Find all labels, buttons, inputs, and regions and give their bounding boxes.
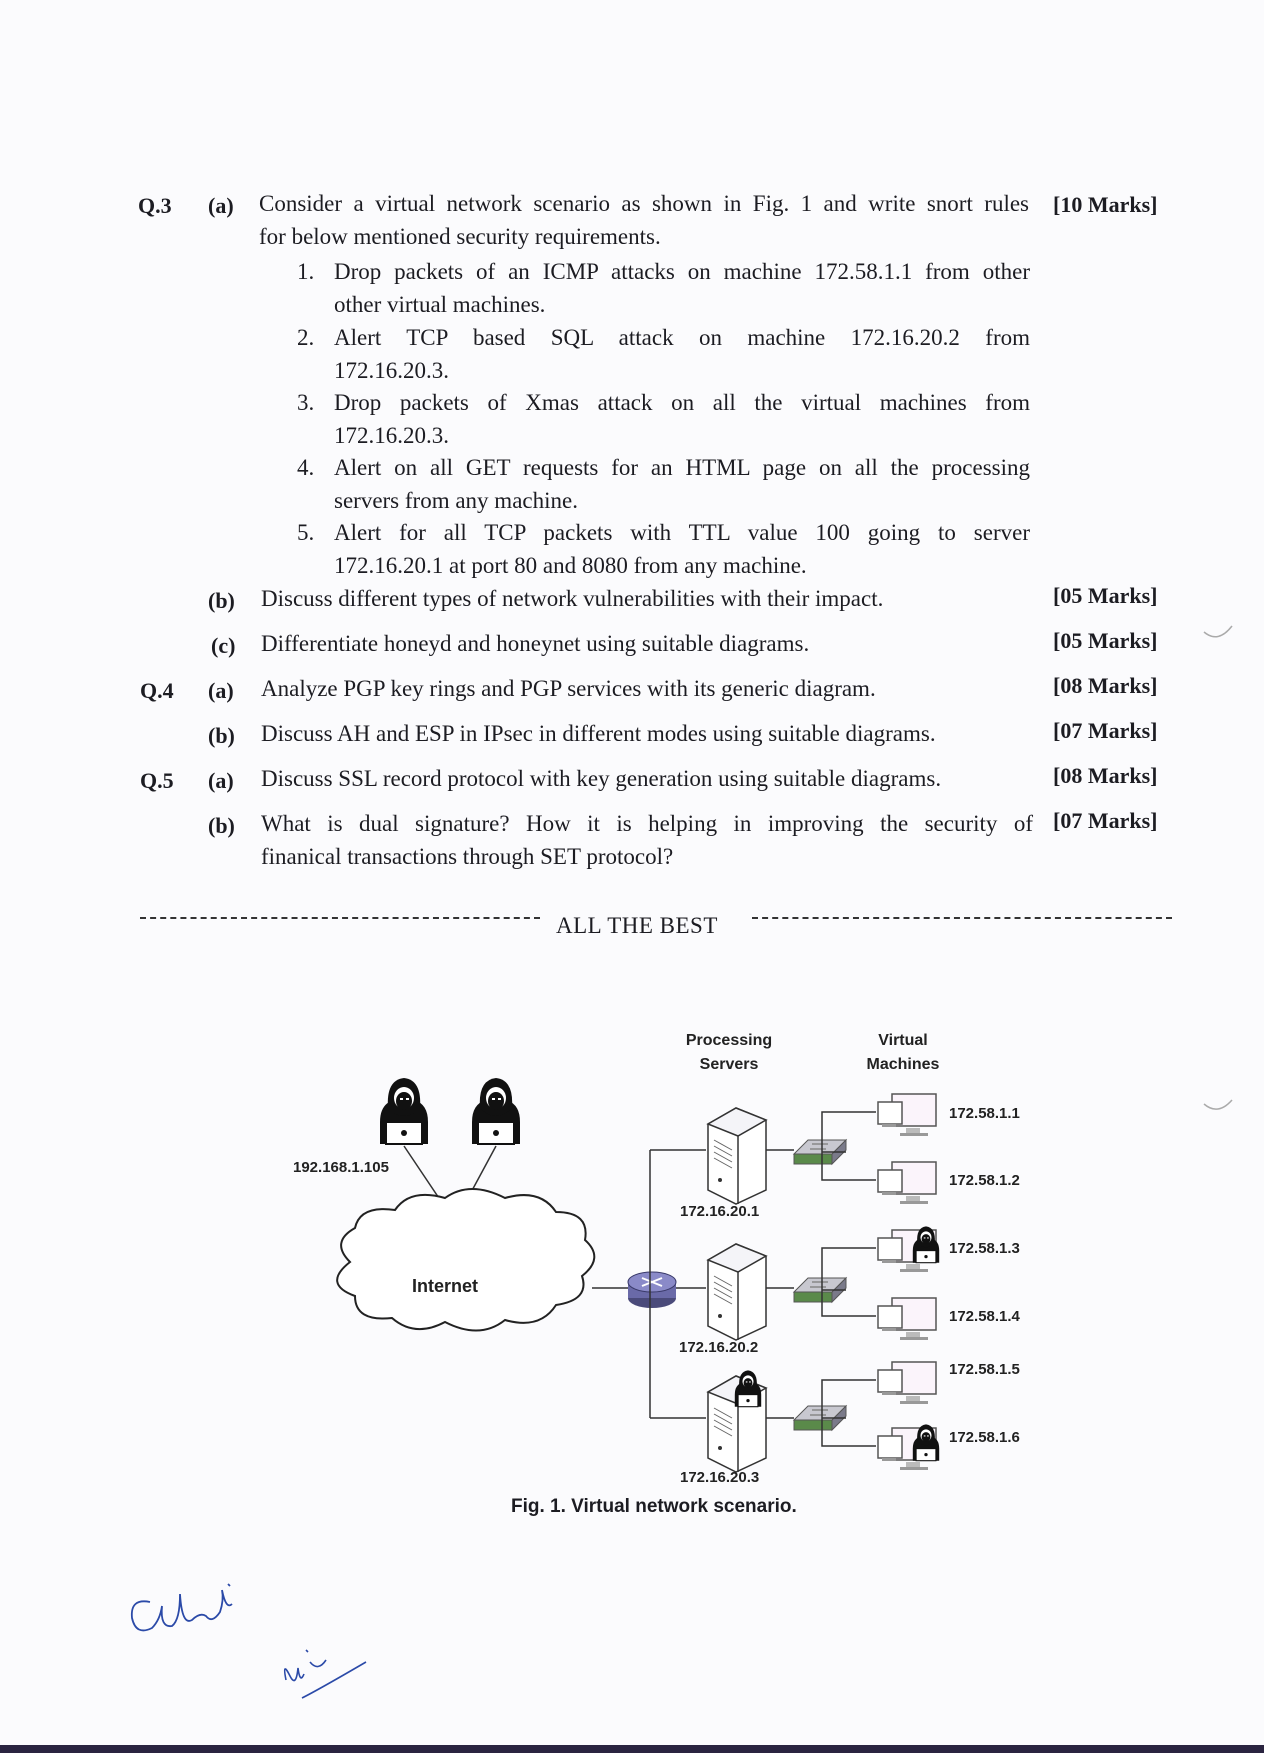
requirement-line2: 172.16.20.3. <box>334 423 449 448</box>
requirement-number: 5. <box>297 520 315 545</box>
q4b-text: Discuss AH and ESP in IPsec in different modes using suitable diagrams. <box>261 721 936 746</box>
q4b-label: (b) <box>208 723 235 748</box>
handwritten-signature-2 <box>285 1650 366 1698</box>
q5b-marks: [07 Marks] <box>1053 808 1158 833</box>
internet-cloud <box>337 1189 594 1331</box>
vm-label-4: 172.58.1.4 <box>949 1308 1020 1325</box>
requirement-line2: other virtual machines. <box>334 292 546 317</box>
server-label-2: 172.16.20.2 <box>679 1339 759 1356</box>
requirement-number: 4. <box>297 455 315 480</box>
vm-icon-2 <box>878 1162 936 1204</box>
processing-title-2: Servers <box>699 1056 759 1073</box>
requirement-number: 2. <box>297 325 315 350</box>
q3b-marks: [05 Marks] <box>1053 583 1158 608</box>
handwritten-signature-1 <box>132 1584 232 1630</box>
q3a-label: (a) <box>208 193 234 218</box>
vm-label-6: 172.58.1.6 <box>949 1429 1020 1446</box>
server-label-3: 172.16.20.3 <box>680 1469 760 1486</box>
q3c-label: (c) <box>211 633 236 658</box>
requirement-line1: Alert for all TCP packets with TTL value 100 going to server <box>334 520 1030 545</box>
q4a-marks: [08 Marks] <box>1053 673 1158 698</box>
server-icon-1 <box>708 1108 766 1204</box>
server-label-1: 172.16.20.1 <box>680 1203 760 1220</box>
q3a-line2: for below mentioned security requirements. <box>259 224 661 249</box>
q5b-label: (b) <box>208 813 235 838</box>
q4a-text: Analyze PGP key rings and PGP services with its generic diagram. <box>261 676 876 701</box>
vm-title-2: Machines <box>866 1056 940 1073</box>
server-icon-2 <box>708 1244 766 1340</box>
vm-icon-5 <box>878 1362 936 1404</box>
q3c-text: Differentiate honeyd and honeynet using suitable diagrams. <box>261 631 810 656</box>
internet-label: Internet <box>412 1276 479 1296</box>
margin-mark-1 <box>1204 626 1232 637</box>
attacker-ip-label: 192.168.1.105 <box>293 1159 389 1176</box>
vm-label-5: 172.58.1.5 <box>949 1361 1020 1378</box>
q4b-marks: [07 Marks] <box>1053 718 1158 743</box>
vm-label-3: 172.58.1.3 <box>949 1240 1020 1257</box>
requirement-line1: Drop packets of an ICMP attacks on machine 172.58.1.1 from other <box>334 259 1030 284</box>
router-icon <box>628 1272 676 1308</box>
vm-icon-1 <box>878 1094 936 1136</box>
vm-icon-4 <box>878 1298 936 1340</box>
q4a-label: (a) <box>208 678 234 703</box>
q3a-line1: Consider a virtual network scenario as shown in Fig. 1 and write snort rules <box>259 191 1029 216</box>
requirement-number: 3. <box>297 390 315 415</box>
requirement-line1: Alert TCP based SQL attack on machine 172.16.20.2 from <box>334 325 1030 350</box>
q5a-text: Discuss SSL record protocol with key generation using suitable diagrams. <box>261 766 942 791</box>
q5b-line2: finanical transactions through SET protocol? <box>261 844 674 869</box>
requirement-line1: Drop packets of Xmas attack on all the virtual machines from <box>334 390 1030 415</box>
hacker-icon-2 <box>472 1078 520 1144</box>
switch-links <box>766 1150 794 1418</box>
q3a-marks: [10 Marks] <box>1053 192 1158 217</box>
margin-mark-2 <box>1204 1100 1232 1109</box>
vm-label-2: 172.58.1.2 <box>949 1172 1020 1189</box>
requirement-line2: servers from any machine. <box>334 488 578 513</box>
q3-number: Q.3 <box>138 193 172 218</box>
hacker-icon-1 <box>380 1078 428 1144</box>
vm-title-1: Virtual <box>878 1032 928 1049</box>
q3b-label: (b) <box>208 588 235 613</box>
requirement-line2: 172.16.20.3. <box>334 358 449 383</box>
requirement-line1: Alert on all GET requests for an HTML page on all the processing <box>334 455 1030 480</box>
figure-caption-text: Fig. 1. Virtual network scenario. <box>511 1496 797 1517</box>
requirement-line2: 172.16.20.1 at port 80 and 8080 from any machine. <box>334 553 807 578</box>
q5-number: Q.5 <box>140 768 174 793</box>
processing-title-1: Processing <box>685 1032 773 1049</box>
server3-hacker-icon <box>735 1370 761 1406</box>
q4-number: Q.4 <box>140 678 174 703</box>
q3b-text: Discuss different types of network vulnerabilities with their impact. <box>261 586 884 611</box>
bottom-scan-edge <box>0 1745 1264 1753</box>
q3c-marks: [05 Marks] <box>1053 628 1158 653</box>
vm-label-1: 172.58.1.1 <box>949 1105 1020 1122</box>
q5a-label: (a) <box>208 768 234 793</box>
closing-message: ALL THE BEST <box>556 913 718 938</box>
requirement-number: 1. <box>297 259 315 284</box>
q5a-marks: [08 Marks] <box>1053 763 1158 788</box>
q5b-line1: What is dual signature? How it is helping in improving the security of <box>261 811 1033 836</box>
